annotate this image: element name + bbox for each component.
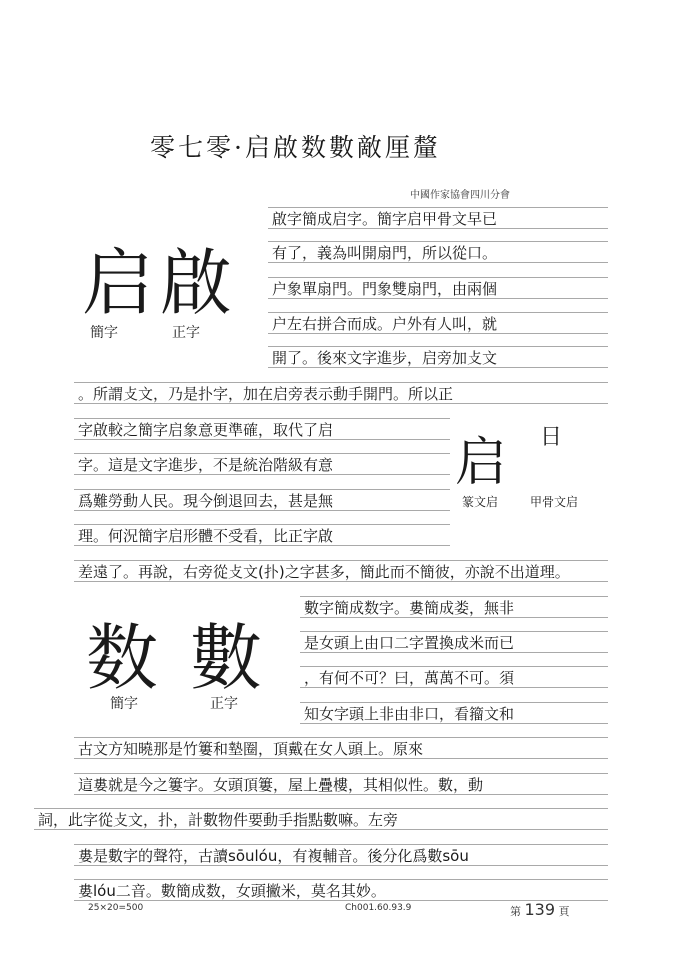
text-line: 數字簡成数字。婁簡成娄，無非 <box>300 596 608 618</box>
text-line: ，有何不可？曰，萬萬不可。須 <box>300 666 608 688</box>
text-line: 開了。後來文字進步，启旁加攴文 <box>268 346 608 368</box>
text-line: 户左右拼合而成。户外有人叫，就 <box>268 312 608 334</box>
text-line: 詞，此字從攴文，扑，計數物件要動手指點數嘛。左旁 <box>34 808 608 830</box>
text-line: 有了，義為叫開扇門，所以從口。 <box>268 241 608 263</box>
text-line: 差遠了。再說，右旁從攴文(扑)之字甚多，簡此而不簡彼，亦說不出道理。 <box>74 560 608 582</box>
caption-seal: 篆文启 <box>462 495 499 509</box>
text-line: 。所謂攴文，乃是扑字，加在启旁表示動手開門。所以正 <box>74 382 608 404</box>
text-line: 字。這是文字進步，不是統治階級有意 <box>74 453 450 475</box>
text-line: 婁lóu二音。數簡成数，女頭撇米，莫名其妙。 <box>74 879 608 901</box>
text-line: 知女字頭上非由非口，看籀文和 <box>300 702 608 724</box>
caption-simplified: 簡字 <box>90 325 118 341</box>
footer-code: Ch001.60.93.9 <box>345 903 412 913</box>
glyph-simplified-shu: 数 <box>86 616 159 700</box>
text-line: 啟字簡成启字。簡字启甲骨文早已 <box>268 207 608 229</box>
glyph-simplified-qi: 启 <box>82 241 155 325</box>
caption-traditional: 正字 <box>172 325 200 341</box>
page-suffix: 頁 <box>558 905 570 918</box>
text-line: 這婁就是今之簍字。女頭頂簍，屋上疊樓，其相似性。數，動 <box>74 773 608 795</box>
author-stamp: 中國作家協會四川分會 <box>410 190 510 201</box>
glyph-oracle-qi: 日 <box>540 425 563 450</box>
glyph-traditional-shu: 數 <box>190 616 263 700</box>
text-line: 婁是數字的聲符，古讀sōulóu，有複輔音。後分化爲數sōu <box>74 844 608 866</box>
text-line: 理。何況簡字启形體不受看，比正字啟 <box>74 524 450 546</box>
text-line: 古文方知曉那是竹簍和墊圈，頂戴在女人頭上。原來 <box>74 737 608 759</box>
footer-page <box>510 900 570 919</box>
page-number: 139 <box>524 900 556 919</box>
footer-grid-size: 25×20=500 <box>88 903 144 913</box>
page-title: 零七零·启啟数數敵厘釐 <box>150 133 441 162</box>
glyph-seal-qi: 启 <box>455 433 508 493</box>
text-line: 是女頭上由口二字置換成米而已 <box>300 631 608 653</box>
text-line: 爲難勞動人民。現今倒退回去，甚是無 <box>74 489 450 511</box>
text-line: 户象單扇門。門象雙扇門，由兩個 <box>268 277 608 299</box>
text-line: 字啟較之簡字启象意更準確，取代了启 <box>74 418 450 440</box>
caption-traditional: 正字 <box>210 696 238 712</box>
page-prefix: 第 <box>510 905 521 918</box>
caption-oracle: 甲骨文启 <box>530 495 579 509</box>
glyph-traditional-qi: 啟 <box>160 241 233 325</box>
caption-simplified: 簡字 <box>110 696 138 712</box>
